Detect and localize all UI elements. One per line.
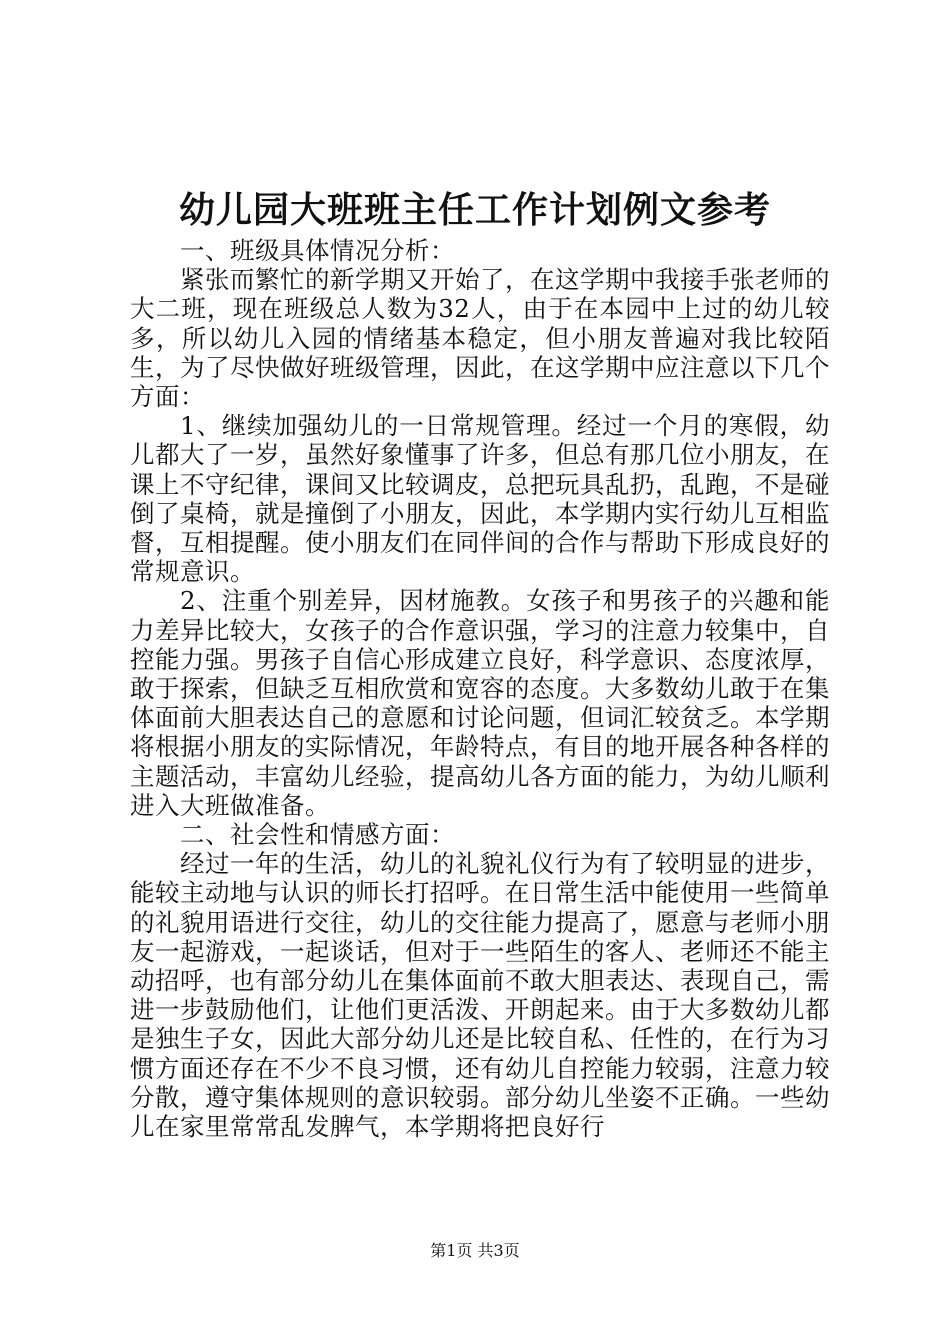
paragraph: 紧张而繁忙的新学期又开始了，在这学期中我接手张老师的大二班，现在班级总人数为32人，由于在本园中上过的幼儿较多，所以幼儿入园的情绪基本稳定，但小朋友普遍对我比较陌生，为了尽快做好班级管理，因此，在这学期中应注意以下几个方面： [130,265,830,412]
document-body [130,236,830,1141]
paragraph: 1、继续加强幼儿的一日常规管理。经过一个月的寒假，幼儿都大了一岁，虽然好象懂事了许多，但总有那几位小朋友，在课上不守纪律，课间又比较调皮，总把玩具乱扔，乱跑，不是碰倒了桌椅，就是撞倒了小朋友，因此，本学期内实行幼儿互相监督，互相提醒。使小朋友们在同伴间的合作与帮助下形成良好的常规意识。 [130,411,830,587]
section-heading: 二、社会性和情感方面： [180,820,455,850]
paragraph: 经过一年的生活，幼儿的礼貌礼仪行为有了较明显的进步，能较主动地与认识的师长打招呼。在日常生活中能使用一些简单的礼貌用语进行交往，幼儿的交往能力提高了，愿意与老师小朋友一起游戏，一起谈话，但对于一些陌生的客人、老师还不能主动招呼，也有部分幼儿在集体面前不敢大胆表达、表现自己，需进一步鼓励他们，让他们更活泼、开朗起来。由于大多数幼儿都是独生子女，因此大部分幼儿还是比较自私、任性的，在行为习惯方面还存在不少不良习惯，还有幼儿自控能力较弱，注意力较分散，遵守集体规则的意识较弱。部分幼儿坐姿不正确。一些幼儿在家里常常乱发脾气，本学期将把良好行 [130,849,830,1142]
document-title: 幼儿园大班班主任工作计划例文参考 [178,189,771,231]
section-heading: 一、班级具体情况分析： [180,236,455,265]
paragraph: 2、注重个别差异，因材施教。女孩子和男孩子的兴趣和能力差异比较大，女孩子的合作意识强，学习的注意力较集中，自控能力强。男孩子自信心形成建立良好，科学意识、态度浓厚，敢于探索，但缺乏互相欣赏和宽容的态度。大多数幼儿敢于在集体面前大胆表达自己的意愿和讨论问题，但词汇较贫乏。本学期将根据小朋友的实际情况，年龄特点，有目的地开展各种各样的主题活动，丰富幼儿经验，提高幼儿各方面的能力，为幼儿顺利进入大班做准备。 [130,586,830,820]
page-footer: 第1页 共3页 [430,1241,520,1260]
